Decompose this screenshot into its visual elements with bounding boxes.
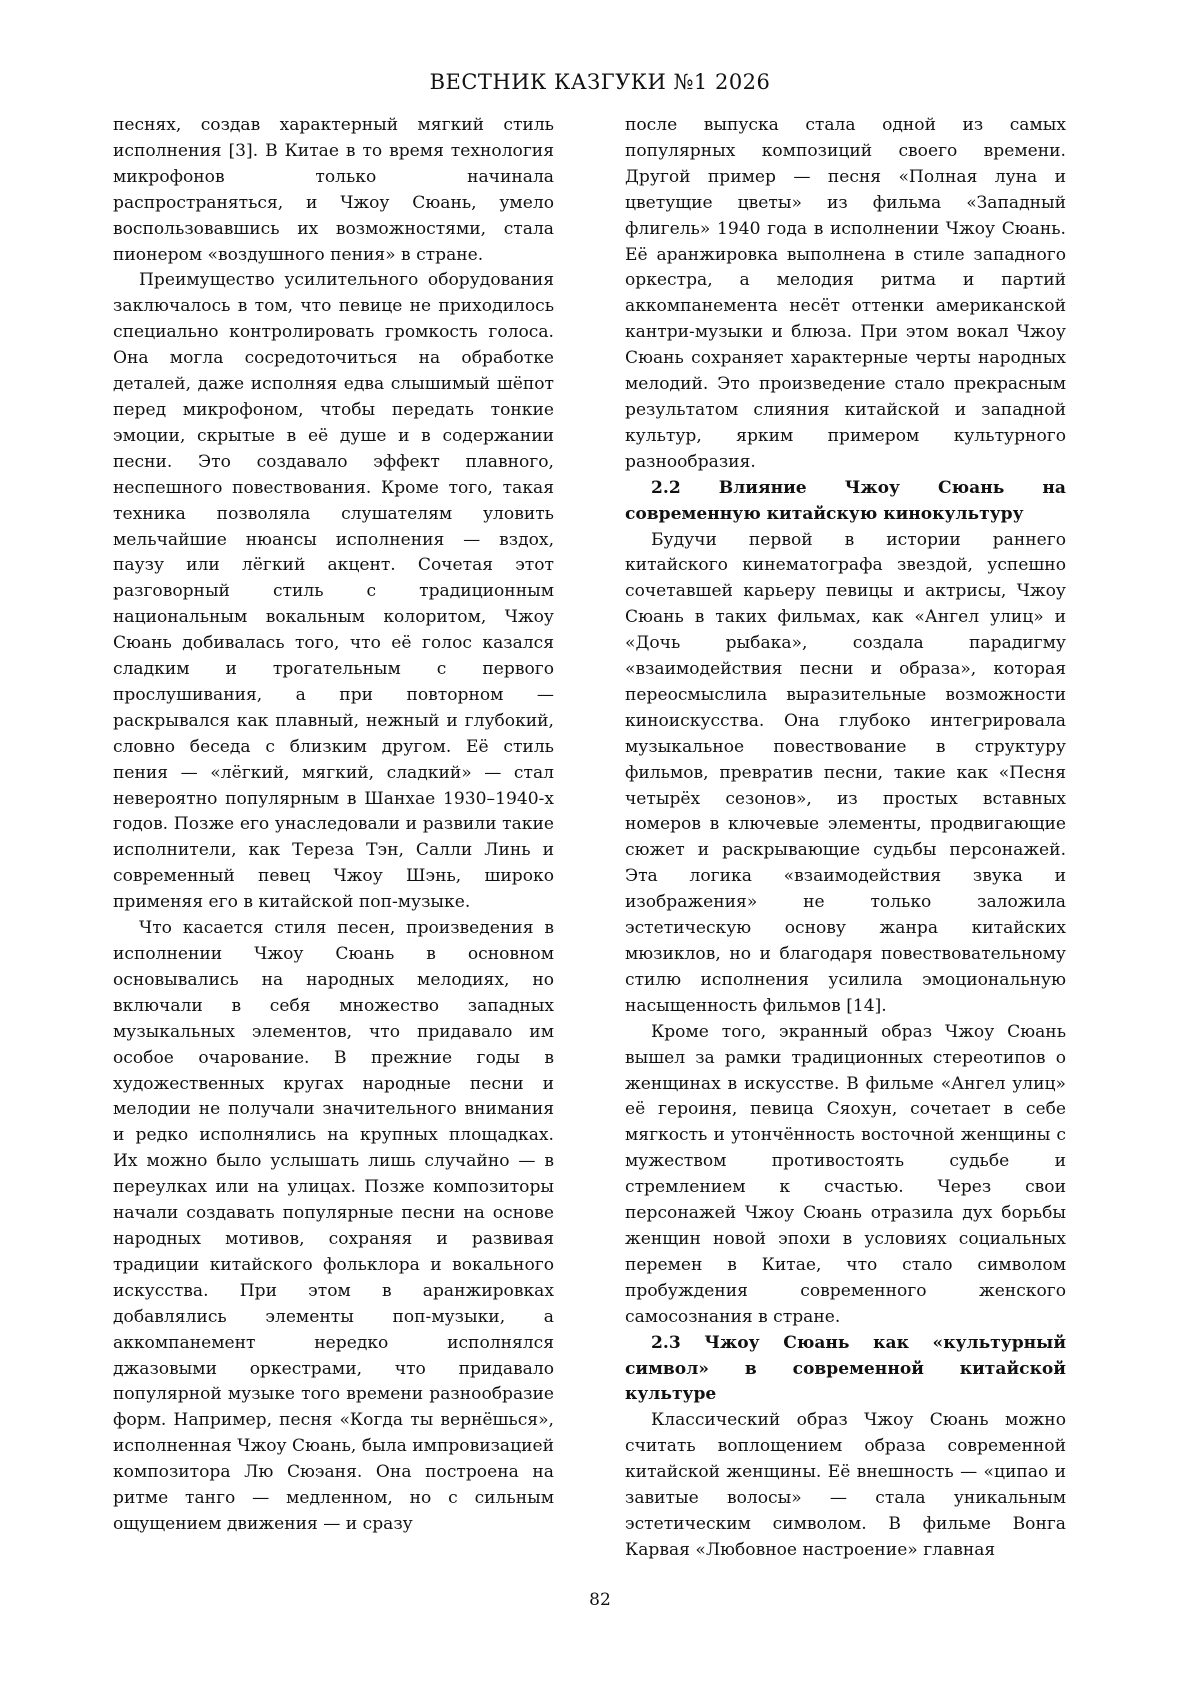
paragraph-continued: песнях, создав характерный мягкий стиль исполнения [3]. В Китае в то время технология микрофонов только начинала распространяться, и Чжоу Сюань, умело воспользовавшись их возможностями, стала пионером «воздушного пения» в стране.: [113, 115, 554, 265]
page-number: 82: [589, 1590, 611, 1610]
section-heading-2-3: 2.3 Чжоу Сюань как «культурный символ» в современной китайской культуре: [625, 1332, 1066, 1405]
right-column: [625, 113, 1066, 1564]
paragraph-continued-right: после выпуска стала одной из самых популярных композиций своего времени. Другой пример — песня «Полная луна и цветущие цветы» из фильма «Западный флигель» 1940 года в исполнении Чжоу Сюань. Её аранжировка выполнена в стиле западного оркестра, а мелодия ритма и партий аккомпанемента несёт оттенки американской кантри-музыки и блюза. При этом вокал Чжоу Сюань сохраняет характерные черты народных мелодий. Это произведение стало прекрасным результатом слияния китайской и западной культур, ярким примером культурного разнообразия.: [625, 115, 1066, 472]
paragraph-amplifier-advantage: Преимущество усилительного оборудования заключалось в том, что певице не приходилось специально контролировать громкость голоса. Она могла сосредоточиться на обработке деталей, даже исполняя едва слышимый шёпот перед микрофоном, чтобы передать тонкие эмоции, скрытые в её душе и в содержании песни. Это создавало эффект плавного, неспешного повествования. Кроме того, такая техника позволяла слушателям уловить мельчайшие нюансы исполнения — вздох, паузу или лёгкий акцент. Сочетая этот разговорный стиль с традиционным национальным вокальным колоритом, Чжоу Сюань добивалась того, что её голос казался сладким и трогательным с первого прослушивания, а при повторном — раскрывался как плавный, нежный и глубокий, словно беседа с близким другом. Её стиль пения — «лёгкий, мягкий, сладкий» — стал невероятно популярным в Шанхае 1930–1940-х годов. Позже его унаследовали и развили такие исполнители, как Тереза Тэн, Салли Линь и современный певец Чжоу Шэнь, широко применяя его в китайской поп-музыке.: [113, 270, 554, 913]
paragraph-screen-image: Кроме того, экранный образ Чжоу Сюань вышел за рамки традиционных стереотипов о женщинах в искусстве. В фильме «Ангел улиц» её героиня, певица Сяохун, сочетает в себе мягкость и утончённость восточной женщины с мужеством противостоять судьбе и стремлением к счастью. Через свои персонажей Чжоу Сюань отразила дух борьбы женщин новой эпохи в условиях социальных перемен в Китае, что стало символом пробуждения современного женского самосознания в стране.: [625, 1021, 1066, 1327]
section-heading-2-2: 2.2 Влияние Чжоу Сюань на современную китайскую кинокультуру: [625, 477, 1066, 524]
paragraph-classic-image: Классический образ Чжоу Сюань можно считать воплощением образа современной китайской женщины. Её внешность — «ципао и завитые волосы» — стала уникальным эстетическим символом. В фильме Вонга Карвая «Любовное настроение» главная: [625, 1410, 1066, 1560]
paragraph-cinema-paradigm: Будучи первой в истории раннего китайского кинематографа звездой, успешно сочетавшей карьеру певицы и актрисы, Чжоу Сюань в таких фильмах, как «Ангел улиц» и «Дочь рыбака», создала парадигму «взаимодействия песни и образа», которая переосмыслила выразительные возможности киноискусства. Она глубоко интегрировала музыкальное повествование в структуру фильмов, превратив песни, такие как «Песня четырёх сезонов», из простых вставных номеров в ключевые элементы, продвигающие сюжет и раскрывающие судьбы персонажей. Эта логика «взаимодействия звука и изображения» не только заложила эстетическую основу жанра китайских мюзиклов, но и благодаря повествовательному стилю исполнения усилила эмоциональную насыщенность фильмов [14].: [625, 529, 1066, 1016]
journal-header: ВЕСТНИК КАЗГУКИ №1 2026: [429, 70, 771, 94]
paragraph-song-style: Что касается стиля песен, произведения в исполнении Чжоу Сюань в основном основывались на народных мелодиях, но включали в себя множество западных музыкальных элементов, что придавало им особое очарование. В прежние годы в художественных кругах народные песни и мелодии не получали значительного внимания и редко исполнялись на крупных площадках. Их можно было услышать лишь случайно — в переулках или на улицах. Позже композиторы начали создавать популярные песни на основе народных мотивов, сохраняя и развивая традиции китайского фольклора и вокального искусства. При этом в аранжировках добавлялись элементы поп-музыки, а аккомпанемент нередко исполнялся джазовыми оркестрами, что придавало популярной музыке того времени разнообразие форм. Например, песня «Когда ты вернёшься», исполненная Чжоу Сюань, была импровизацией композитора Лю Сюэаня. Она построена на ритме танго — медленном, но с сильным ощущением движения — и сразу: [113, 918, 554, 1534]
left-column: [113, 113, 554, 1538]
